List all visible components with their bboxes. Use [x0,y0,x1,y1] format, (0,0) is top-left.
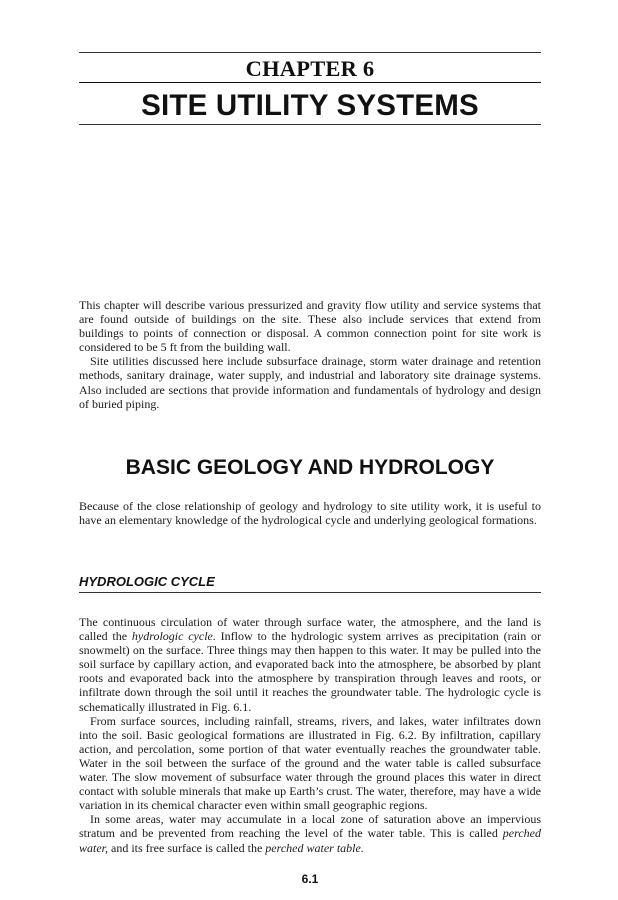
subsection-paragraph-3 [79,812,541,854]
section-text [79,499,541,527]
page-number: 6.1 [301,872,319,886]
title-top-rule [79,52,541,53]
p3-text-b: and its free surface is called the [108,840,266,855]
subsection-heading: HYDROLOGIC CYCLE [79,574,215,589]
section-paragraph-1: Because of the close relationship of geology and hydrology to site utility work, it is useful to have an elementary knowledge of the hydrological cycle and underlying geological formations. [79,499,541,528]
p3-term-1: perched water, [79,826,541,855]
subsection-text [79,615,541,855]
intro-paragraph-2: Site utilities discussed here include subsurface drainage, storm water drainage and retention methods, sanitary drainage, water supply, and industrial and laboratory site drainage systems. Also included are sections that provide information and fundamentals of hydrology and design of buried piping. [79,354,541,411]
chapter-title: SITE UTILITY SYSTEMS [141,89,479,122]
chapter-label: CHAPTER 6 [245,56,375,81]
p3-text-a: In some areas, water may accumulate in a local zone of saturation above an impervious stratum and be prevented from reaching the level of the water table. This is called [79,812,541,841]
title-bottom-rule [79,124,541,125]
chapter-label-rule [79,82,541,83]
section-heading: BASIC GEOLOGY AND HYDROLOGY [125,456,495,479]
intro-text [79,298,541,411]
p1-text-b: Inflow to the hydrologic system arrives as precipitation (rain or snowmelt) on the surface. Three things may then happen to this water. It may be pulled into the soil surface by capillary action, and evaporated back into the atmosphere, be absorbed by plant roots and evaporated back into the atmosphere by transpiration through leaves and roots, or infiltrate down through the soil until it reaches the groundwater table. The hydrologic cycle is schematically illustrated in Fig. 6.1. [79,629,542,714]
subsection-rule [79,592,541,593]
p3-term-2: perched water table. [265,840,364,855]
p1-term: hydrologic cycle. [131,629,216,644]
p1-text-a: The continuous circulation of water through surface water, the atmosphere, and the land is called the [79,615,541,644]
intro-paragraph-1: This chapter will describe various pressurized and gravity flow utility and service systems that are found outside of buildings on the site. These also include services that extend from buildings to points of connection or disposal. A common connection point for site work is considered to be 5 ft from the building wall. [79,298,541,355]
subsection-paragraph-1 [79,615,541,714]
subsection-paragraph-2: From surface sources, including rainfall, streams, rivers, and lakes, water infiltrates down into the soil. Basic geological formations are illustrated in Fig. 6.2. By infiltration, capillary action, and percolation, some portion of that water eventually reaches the groundwater table. Water in the soil between the surface of the ground and the water table is called subsurface water. The slow movement of subsurface water through the ground places this water in direct contact with soluble minerals that make up Earth’s crust. The water, therefore, may have a wide variation in its chemical character even within small geographic regions. [79,713,541,813]
